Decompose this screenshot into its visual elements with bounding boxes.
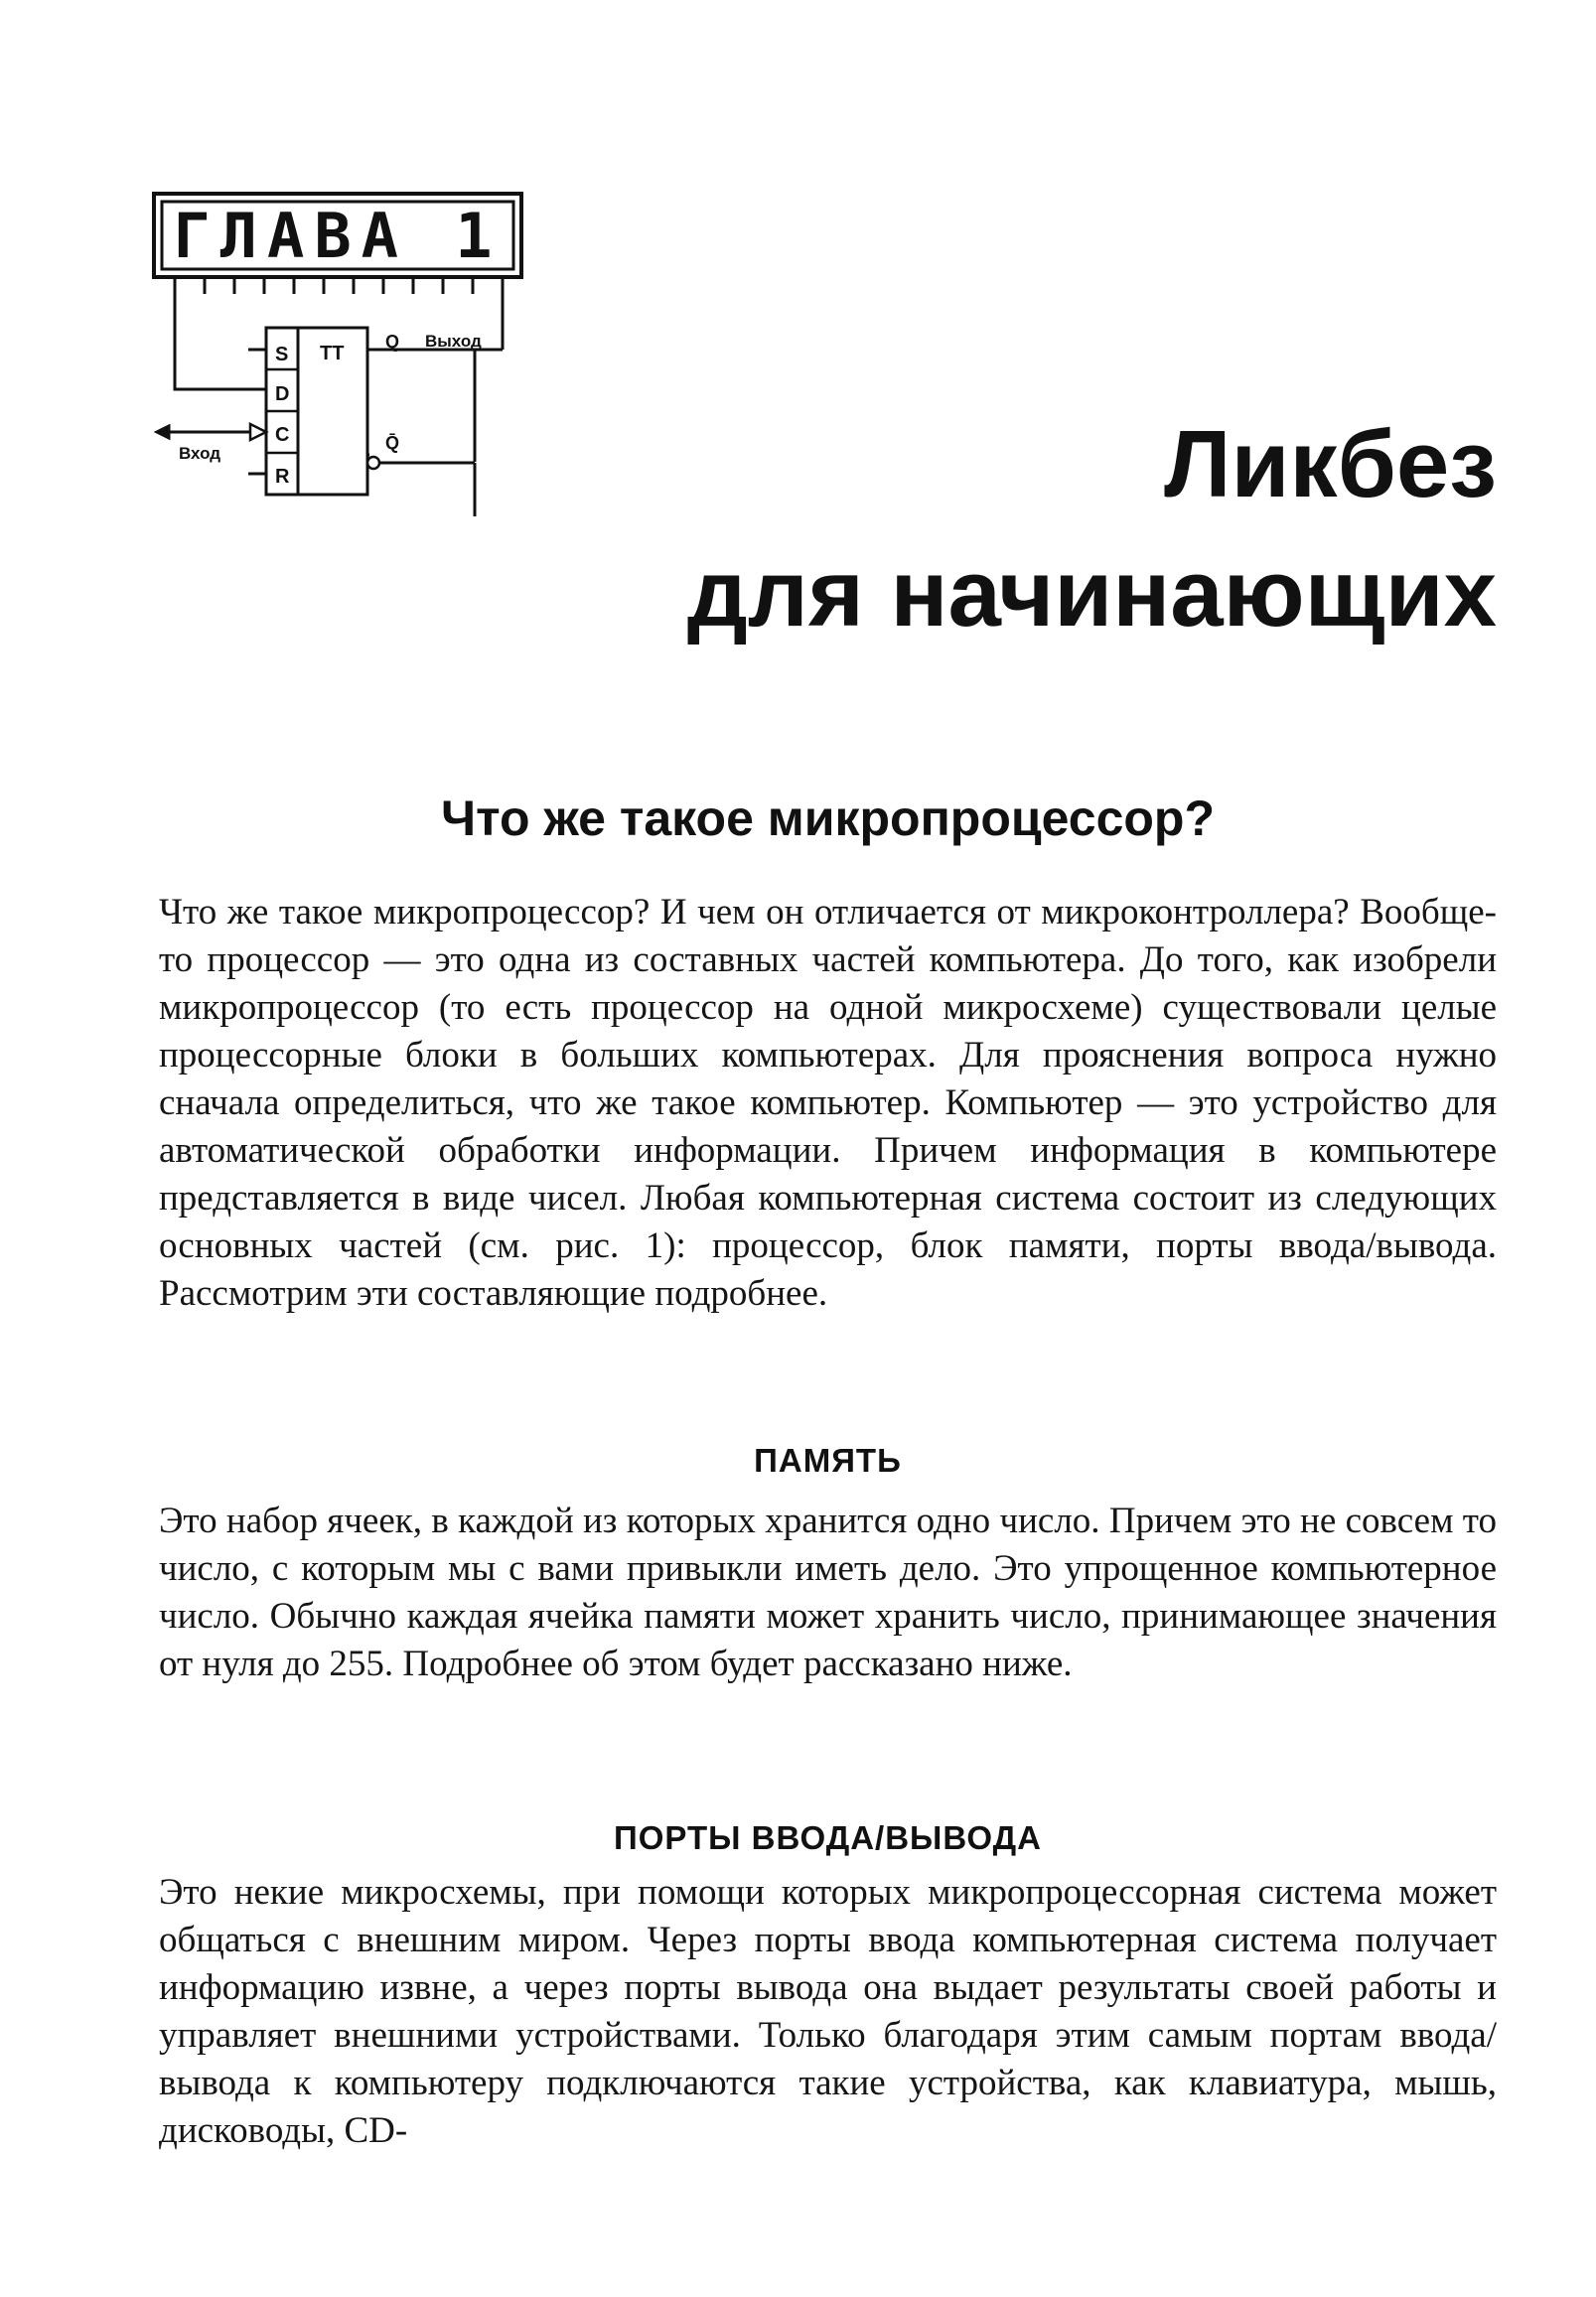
chapter-title-line-1: Ликбез [1164,411,1497,517]
section-heading-ports: ПОРТЫ ВВОДА/ВЫВОДА [614,1819,1042,1856]
out-q-inverse-label: Q̄ [385,433,400,453]
section-heading-memory: ПАМЯТЬ [754,1442,902,1479]
input-label: Вход [179,444,221,463]
paragraph-memory: Это набор ячеек, в каждой из которых хранится одно число. Причем это не совсем то число, с которым мы с вами привыкли иметь дело. Это упрощенное компьютерное число. Обычно каждая ячейка памяти может хранить число, принимающее значения от нуля до 255. Подробнее об этом будет рассказано ниже. [159,1501,1497,1684]
paragraph-intro: Что же такое микропроцессор? И чем он отличается от микроконтроллера? Вообще-то процессор — это одна из составных частей компьютера. До того, как изобрели микропроцессор (то есть процессор на одной микросхеме) существовали целые процессорные блоки в больших компьютерах. Для прояснения вопроса нужно сначала определиться, что же такое компьютер. Компьютер — это устройство для автоматической обработки информации. Причем информация в компьютере представляется в виде чисел. Любая компьютерная система состоит из следующих основных частей (см. рис. 1): процессор, блок памяти, порты ввода/вывода. Рассмотрим эти составляющие подробнее. [159,892,1497,1314]
pin-s-label: S [275,344,289,365]
paragraph-ports: Это некие микросхемы, при помощи которых микропроцессорная система может общаться с внешним миром. Через порты ввода компьютерная система получает информацию извне, а через порты вывода она выдает результаты своей работы и управляет внешними устройствами. Только благодаря этим самым портам ввода/вывода к компьютеру подключаются такие устройства, как клавиатура, мышь, дисководы, CD- [159,1872,1497,2151]
chapter-title-line-2: для начинающих [686,540,1497,646]
pin-r-label: R [275,466,290,488]
pin-c-label: C [275,424,290,446]
chapter-label: ГЛАВА 1 [173,199,503,272]
section-heading-intro: Что же такое микропроцессор? [440,790,1216,846]
out-q-label: Q [385,332,400,352]
output-label: Выход [425,332,482,351]
pin-d-label: D [275,383,290,405]
element-type-label: TT [320,343,345,364]
